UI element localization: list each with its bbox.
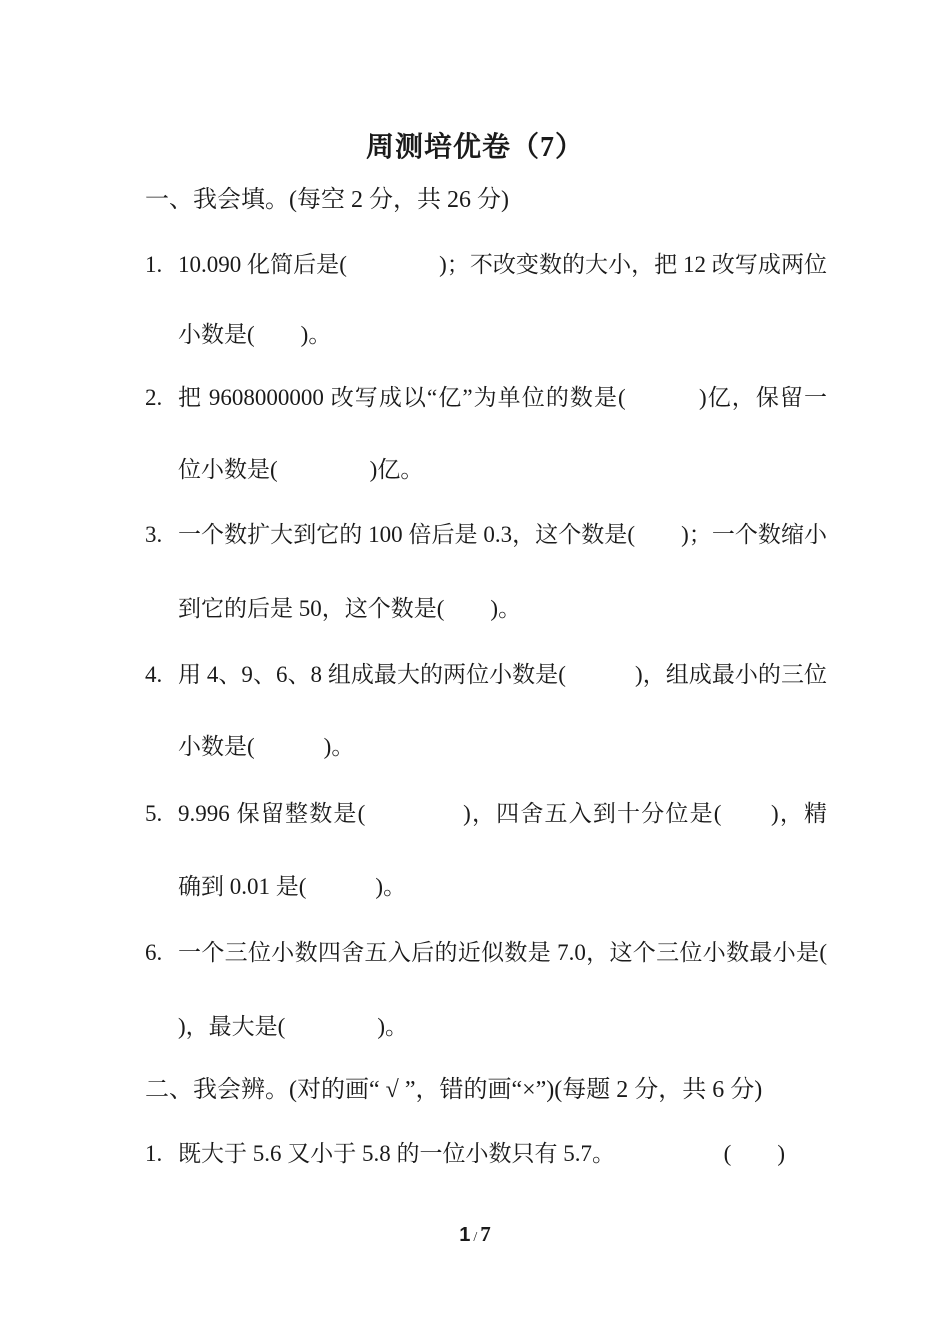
section2-question-1 bbox=[178, 1134, 827, 1174]
section2-question-1-text: 既大于 5.6 又小于 5.8 的一位小数只有 5.7。 bbox=[178, 1141, 615, 1166]
section1-header: 一、我会填。(每空 2 分，共 26 分) bbox=[145, 187, 509, 213]
question-4-line-1 bbox=[145, 655, 827, 695]
question-2-text: 把 9608000000 改写成以“亿”为单位的数是( )亿，保留一 bbox=[178, 385, 827, 410]
question-2-line-2 bbox=[145, 450, 827, 490]
section2-question-1-answer-blank: ( ) bbox=[723, 1141, 785, 1166]
question-6-line-2 bbox=[145, 1007, 827, 1047]
page-number-separator: / bbox=[473, 1230, 478, 1245]
section2-header: 二、我会辨。(对的画“ √ ”，错的画“×”)(每题 2 分，共 6 分) bbox=[145, 1077, 763, 1103]
question-4-text: 用 4、9、6、8 组成最大的两位小数是( )，组成最小的三位 bbox=[178, 662, 827, 687]
question-4-line-2 bbox=[145, 727, 827, 767]
question-1-line-1 bbox=[145, 245, 827, 285]
question-6-text: 一个三位小数四舍五入后的近似数是 7.0，这个三位小数最小是( bbox=[178, 940, 827, 965]
section2-question-1-line bbox=[145, 1134, 827, 1174]
question-6-number: 6. bbox=[145, 940, 163, 965]
question-4-number: 4. bbox=[145, 662, 163, 687]
page-footer bbox=[0, 1216, 950, 1252]
question-1-text-continued: 小数是( )。 bbox=[178, 322, 332, 347]
question-3-line-1 bbox=[145, 515, 827, 555]
page-title: 周测培优卷（7） bbox=[365, 132, 584, 163]
page-number-total: 7 bbox=[480, 1222, 491, 1246]
question-6-line-1 bbox=[145, 933, 827, 973]
question-2-number: 2. bbox=[145, 385, 163, 410]
question-4-text-continued: 小数是( )。 bbox=[178, 734, 355, 759]
question-5-number: 5. bbox=[145, 801, 163, 826]
question-5-text: 9.996 保留整数是( )，四舍五入到十分位是( )，精 bbox=[178, 801, 827, 826]
question-3-text-continued: 到它的后是 50，这个数是( )。 bbox=[178, 596, 522, 621]
page-number-current: 1 bbox=[459, 1224, 471, 1246]
section2-question-1-number: 1. bbox=[145, 1141, 163, 1166]
question-6-text-continued: )，最大是( )。 bbox=[178, 1014, 408, 1039]
question-1-line-2 bbox=[145, 315, 827, 355]
question-5-line-2 bbox=[145, 867, 827, 907]
question-2-text-continued: 位小数是( )亿。 bbox=[178, 457, 424, 482]
question-3-line-2 bbox=[145, 589, 827, 629]
question-2-line-1 bbox=[145, 378, 827, 418]
question-5-text-continued: 确到 0.01 是( )。 bbox=[178, 874, 407, 899]
question-3-number: 3. bbox=[145, 522, 163, 547]
question-3-text: 一个数扩大到它的 100 倍后是 0.3，这个数是( )；一个数缩小 bbox=[178, 522, 827, 547]
question-1-text: 10.090 化简后是( )；不改变数的大小，把 12 改写成两位 bbox=[178, 252, 827, 277]
question-5-line-1 bbox=[145, 794, 827, 834]
question-1-number: 1. bbox=[145, 252, 163, 277]
